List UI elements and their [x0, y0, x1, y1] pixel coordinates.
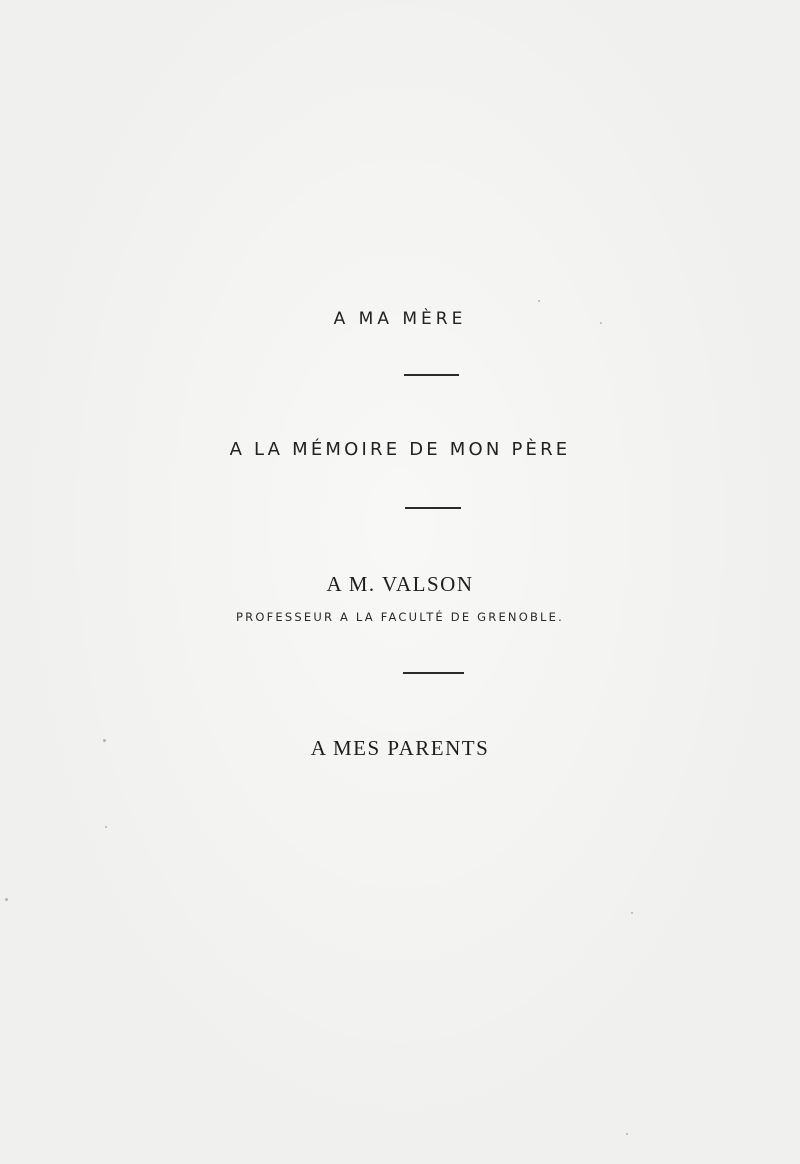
paper-speck [105, 826, 107, 828]
dedication-mother: A MA MÈRE [333, 309, 467, 329]
paper-speck [5, 898, 8, 901]
dedication-father-memory: A LA MÉMOIRE DE MON PÈRE [229, 439, 571, 460]
divider-rule-2 [405, 507, 461, 509]
paper-speck [103, 739, 106, 742]
paper-speck [631, 912, 633, 914]
dedication-valson: A M. VALSON [326, 572, 474, 596]
divider-rule-1 [404, 374, 459, 376]
paper-speck [600, 322, 602, 324]
paper-speck [538, 300, 540, 302]
dedication-parents: A MES PARENTS [310, 736, 490, 760]
dedication-valson-subtitle: PROFESSEUR A LA FACULTÉ DE GRENOBLE. [236, 610, 564, 624]
paper-speck [626, 1133, 628, 1135]
divider-rule-3 [403, 672, 464, 674]
